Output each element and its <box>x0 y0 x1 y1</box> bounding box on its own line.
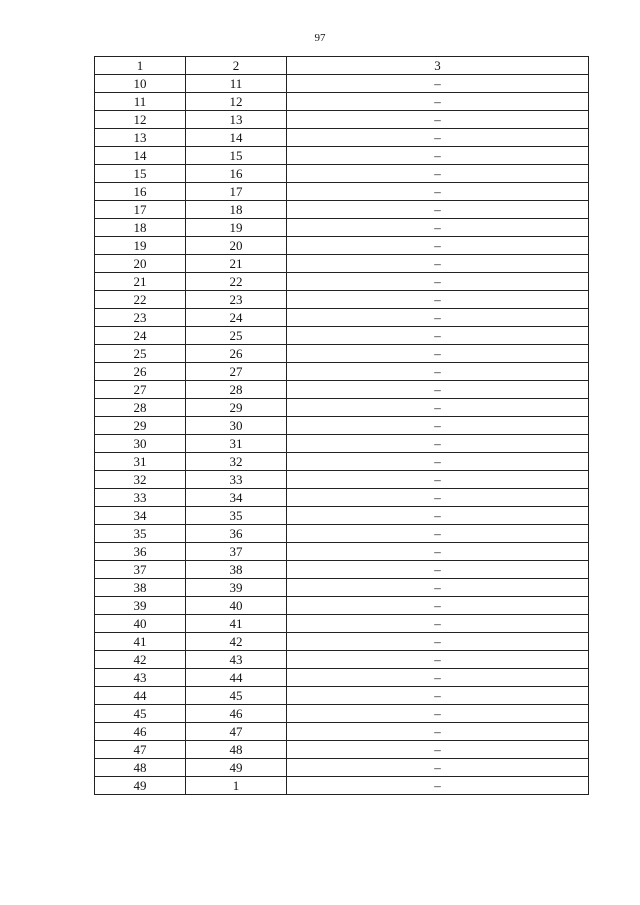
table-cell: 46 <box>186 705 287 723</box>
table-row <box>95 687 589 705</box>
table-row <box>95 237 589 255</box>
table-cell: 45 <box>186 687 287 705</box>
table-cell: – <box>287 417 589 435</box>
table-cell: 32 <box>95 471 186 489</box>
table-cell: 13 <box>186 111 287 129</box>
table-cell: – <box>287 777 589 795</box>
table-row <box>95 129 589 147</box>
table-cell: – <box>287 183 589 201</box>
table-cell: – <box>287 111 589 129</box>
table-cell: 35 <box>95 525 186 543</box>
table-cell: 20 <box>186 237 287 255</box>
table-cell: 22 <box>186 273 287 291</box>
table-cell: – <box>287 525 589 543</box>
table-cell: – <box>287 237 589 255</box>
table-cell: – <box>287 669 589 687</box>
table-row <box>95 399 589 417</box>
table-cell: 37 <box>186 543 287 561</box>
table-row <box>95 435 589 453</box>
table-cell: 18 <box>95 219 186 237</box>
table-row <box>95 561 589 579</box>
table-cell: 46 <box>95 723 186 741</box>
table-cell: 42 <box>95 651 186 669</box>
table-cell: 16 <box>95 183 186 201</box>
table-cell: – <box>287 561 589 579</box>
table-row <box>95 183 589 201</box>
table-cell: – <box>287 147 589 165</box>
table-cell: 43 <box>186 651 287 669</box>
table-cell: – <box>287 165 589 183</box>
table-row <box>95 111 589 129</box>
table-cell: – <box>287 651 589 669</box>
table-cell: – <box>287 453 589 471</box>
table-cell: 17 <box>186 183 287 201</box>
table-row <box>95 147 589 165</box>
table-row <box>95 255 589 273</box>
table-header-cell: 1 <box>95 57 186 75</box>
table-row <box>95 363 589 381</box>
table-cell: 1 <box>186 777 287 795</box>
table-row <box>95 525 589 543</box>
table-cell: 17 <box>95 201 186 219</box>
table-cell: – <box>287 687 589 705</box>
table-cell: 40 <box>186 597 287 615</box>
table-cell: 28 <box>186 381 287 399</box>
table-row <box>95 669 589 687</box>
table-cell: 11 <box>186 75 287 93</box>
table-cell: – <box>287 741 589 759</box>
table-cell: – <box>287 633 589 651</box>
table-cell: 10 <box>95 75 186 93</box>
table-cell: 37 <box>95 561 186 579</box>
table-cell: 21 <box>186 255 287 273</box>
table-cell: 24 <box>186 309 287 327</box>
table-header-row <box>95 57 589 75</box>
table-cell: – <box>287 705 589 723</box>
table-cell: 11 <box>95 93 186 111</box>
table-cell: 23 <box>186 291 287 309</box>
table-cell: 14 <box>95 147 186 165</box>
table-cell: 44 <box>186 669 287 687</box>
data-table <box>94 56 589 795</box>
table-cell: 30 <box>95 435 186 453</box>
table-row <box>95 219 589 237</box>
table-cell: 39 <box>186 579 287 597</box>
table-row <box>95 345 589 363</box>
table-cell: 45 <box>95 705 186 723</box>
table-cell: 15 <box>95 165 186 183</box>
table-cell: 47 <box>95 741 186 759</box>
table-cell: 29 <box>95 417 186 435</box>
table-cell: 25 <box>186 327 287 345</box>
table-cell: 41 <box>186 615 287 633</box>
table-cell: 48 <box>95 759 186 777</box>
table-cell: 19 <box>186 219 287 237</box>
table-cell: 41 <box>95 633 186 651</box>
table-cell: 19 <box>95 237 186 255</box>
table-cell: 33 <box>95 489 186 507</box>
table-cell: 20 <box>95 255 186 273</box>
table-cell: – <box>287 759 589 777</box>
table-cell: – <box>287 273 589 291</box>
table-header-cell: 2 <box>186 57 287 75</box>
table-cell: 44 <box>95 687 186 705</box>
table-cell: – <box>287 75 589 93</box>
table-cell: 14 <box>186 129 287 147</box>
table-cell: 49 <box>95 777 186 795</box>
table-cell: – <box>287 201 589 219</box>
table-cell: – <box>287 507 589 525</box>
table-cell: – <box>287 129 589 147</box>
table-cell: – <box>287 615 589 633</box>
table-cell: 12 <box>95 111 186 129</box>
table-row <box>95 723 589 741</box>
table-cell: 31 <box>95 453 186 471</box>
table-cell: 39 <box>95 597 186 615</box>
table-cell: – <box>287 291 589 309</box>
table-cell: 28 <box>95 399 186 417</box>
table-row <box>95 633 589 651</box>
table-row <box>95 93 589 111</box>
table-cell: 29 <box>186 399 287 417</box>
table-cell: – <box>287 543 589 561</box>
table-row <box>95 759 589 777</box>
table-row <box>95 309 589 327</box>
table-cell: 31 <box>186 435 287 453</box>
table-cell: – <box>287 435 589 453</box>
table-row <box>95 201 589 219</box>
table-header-cell: 3 <box>287 57 589 75</box>
table-cell: – <box>287 489 589 507</box>
table-row <box>95 705 589 723</box>
table-row <box>95 543 589 561</box>
table-cell: 36 <box>186 525 287 543</box>
table-cell: – <box>287 723 589 741</box>
table-cell: – <box>287 345 589 363</box>
table-cell: 38 <box>186 561 287 579</box>
table-cell: – <box>287 597 589 615</box>
table-row <box>95 615 589 633</box>
table-row <box>95 489 589 507</box>
table-cell: 32 <box>186 453 287 471</box>
table-row <box>95 291 589 309</box>
page-number: 97 <box>314 32 326 44</box>
table-cell: – <box>287 579 589 597</box>
table-cell: 43 <box>95 669 186 687</box>
table-cell: 47 <box>186 723 287 741</box>
table-cell: 26 <box>95 363 186 381</box>
table-cell: 49 <box>186 759 287 777</box>
table-row <box>95 651 589 669</box>
table-cell: 27 <box>95 381 186 399</box>
table-row <box>95 327 589 345</box>
table-cell: 38 <box>95 579 186 597</box>
table-cell: 12 <box>186 93 287 111</box>
table-cell: 13 <box>95 129 186 147</box>
table-row <box>95 165 589 183</box>
table-cell: – <box>287 93 589 111</box>
table-cell: 34 <box>95 507 186 525</box>
table-cell: 40 <box>95 615 186 633</box>
table-cell: – <box>287 327 589 345</box>
table-cell: 15 <box>186 147 287 165</box>
table-row <box>95 579 589 597</box>
table-cell: – <box>287 255 589 273</box>
table-cell: – <box>287 381 589 399</box>
table-cell: 16 <box>186 165 287 183</box>
table-row <box>95 777 589 795</box>
table-cell: 34 <box>186 489 287 507</box>
table-row <box>95 273 589 291</box>
table-row <box>95 75 589 93</box>
table-cell: 36 <box>95 543 186 561</box>
table-row <box>95 381 589 399</box>
table-row <box>95 597 589 615</box>
table-cell: – <box>287 363 589 381</box>
table-cell: 24 <box>95 327 186 345</box>
table-cell: 48 <box>186 741 287 759</box>
table-cell: 21 <box>95 273 186 291</box>
table-cell: 25 <box>95 345 186 363</box>
table-row <box>95 453 589 471</box>
table-cell: – <box>287 219 589 237</box>
table-cell: 33 <box>186 471 287 489</box>
table-cell: 26 <box>186 345 287 363</box>
table-cell: 22 <box>95 291 186 309</box>
table-cell: 18 <box>186 201 287 219</box>
table-cell: 23 <box>95 309 186 327</box>
table-cell: 27 <box>186 363 287 381</box>
table-cell: 42 <box>186 633 287 651</box>
table-row <box>95 471 589 489</box>
table-cell: 35 <box>186 507 287 525</box>
table-cell: – <box>287 309 589 327</box>
table-row <box>95 507 589 525</box>
table-cell: – <box>287 399 589 417</box>
table-cell: 30 <box>186 417 287 435</box>
table-cell: – <box>287 471 589 489</box>
table-body <box>95 57 589 795</box>
table-row <box>95 417 589 435</box>
table-row <box>95 741 589 759</box>
